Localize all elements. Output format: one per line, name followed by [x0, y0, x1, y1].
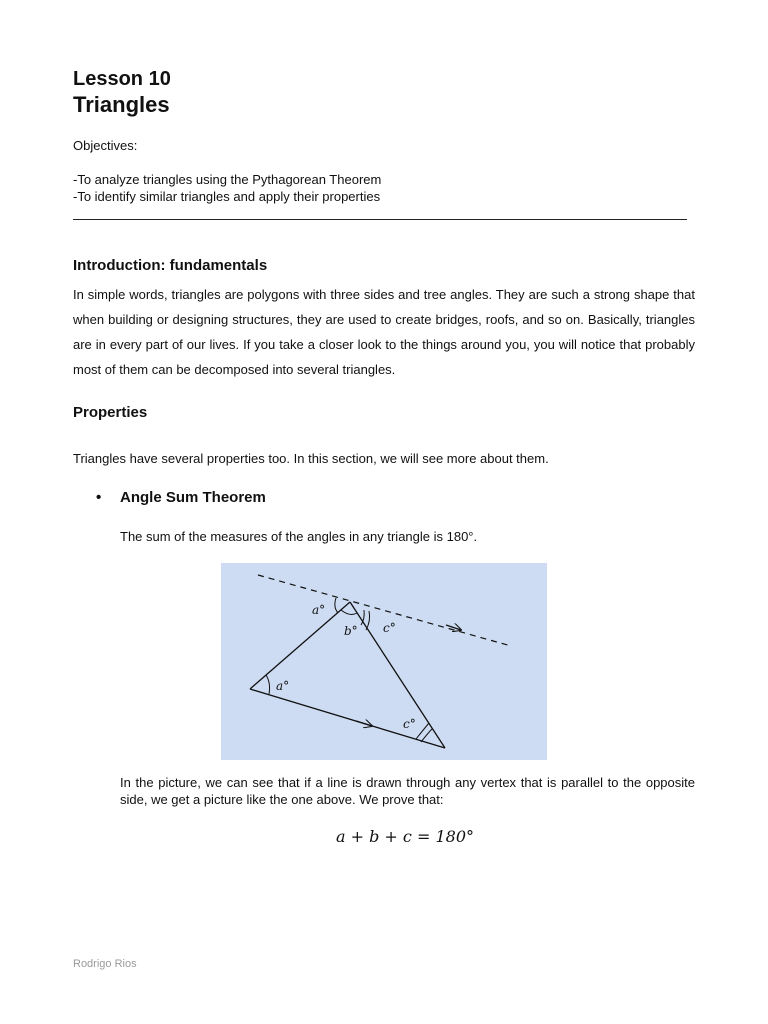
footer-author: Rodrigo Rios	[73, 958, 137, 970]
label-a-left: a°	[276, 679, 290, 693]
introduction-heading: Introduction: fundamentals	[73, 257, 268, 274]
label-c-top: c°	[383, 621, 396, 635]
properties-heading: Properties	[73, 404, 148, 421]
angle-arc-top-middle	[341, 610, 357, 614]
angle-arc-right	[416, 723, 429, 739]
properties-paragraph: Triangles have several properties too. In this section, we will see more about them.	[73, 451, 549, 466]
angle-arc-top-left	[335, 598, 338, 613]
objective-item: -To identify similar triangles and apply their properties	[73, 189, 381, 204]
label-c-right: c°	[403, 717, 416, 731]
label-a-top: a°	[312, 603, 326, 617]
label-b-top: b°	[344, 624, 358, 638]
angle-sum-statement: The sum of the measures of the angles in any triangle is 180°.	[120, 529, 478, 544]
lesson-title: Triangles	[73, 92, 170, 117]
angle-arc-left	[266, 675, 270, 694]
base-arrow	[356, 721, 372, 726]
triangle-side-left	[250, 602, 350, 689]
angle-sum-title: Angle Sum Theorem	[120, 489, 266, 506]
triangle-diagram	[221, 563, 547, 760]
angle-sum-bullet-item	[96, 487, 266, 509]
objective-item: -To analyze triangles using the Pythagorean Theorem	[73, 172, 382, 187]
bullet-icon: •	[96, 489, 102, 506]
angle-sum-explanation: In the picture, we can see that if a line is drawn through any vertex that is parallel to the opposite side, we get a picture like the one above. We prove that:	[120, 775, 695, 807]
section-divider	[73, 219, 687, 220]
parallel-line	[258, 575, 511, 646]
lesson-number: Lesson 10	[73, 68, 171, 90]
introduction-paragraph: In simple words, triangles are polygons with three sides and tree angles. They are such a strong shape that when building or designing structures, they are used to create bridges, roofs, and so on. Basically, triangles are in every part of our lives. If you take a closer look to the things around you, you will notice that probably most of them can be decomposed into several triangles.	[73, 287, 695, 377]
triangle-figure	[221, 563, 547, 760]
triangle-side-base	[250, 689, 445, 748]
angle-sum-equation: a + b + c = 180°	[335, 827, 474, 846]
objectives-heading: Objectives:	[73, 138, 138, 153]
